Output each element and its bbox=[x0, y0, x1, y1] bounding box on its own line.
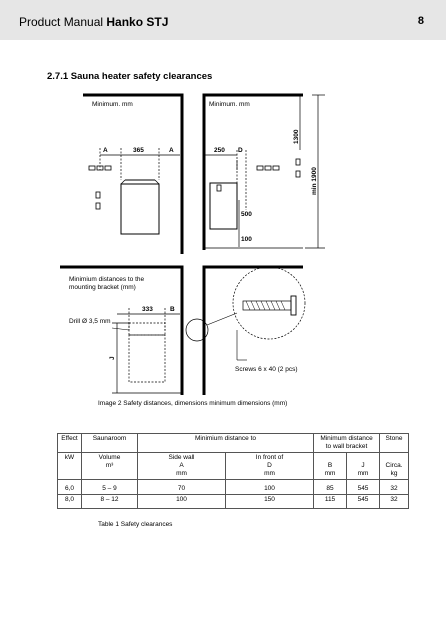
th-j: J mm bbox=[347, 453, 380, 480]
tr-dim-d: D bbox=[238, 147, 243, 154]
section-title: 2.7.1 Sauna heater safety clearances bbox=[47, 71, 213, 82]
tl-sensor-1 bbox=[89, 166, 95, 170]
br-screws-label: Screws 6 x 40 (2 pcs) bbox=[235, 366, 298, 373]
th-min-bracket: Minimum distance to wall bracket bbox=[314, 434, 380, 453]
tr-sensor-2 bbox=[265, 166, 271, 170]
table-header-row-1 bbox=[58, 434, 409, 453]
tl-wall bbox=[83, 95, 182, 254]
manual-label: Product Manual bbox=[19, 15, 104, 29]
tr-dim-1300: 1300 bbox=[293, 129, 300, 144]
bl-dim-j: J bbox=[109, 356, 116, 360]
tr-dim-min1900: min 1900 bbox=[311, 167, 318, 195]
tr-sensor-1 bbox=[257, 166, 263, 170]
safety-clearances-table bbox=[57, 433, 409, 509]
tr-sensor-5 bbox=[296, 171, 300, 177]
tl-label: Minimum. mm bbox=[92, 101, 133, 108]
table-caption: Table 1 Safety clearances bbox=[98, 521, 173, 528]
th-circa: Circa. kg bbox=[380, 453, 409, 480]
tr-dim-250: 250 bbox=[214, 147, 225, 154]
tl-dim-a-right: A bbox=[169, 147, 174, 154]
tr-sensor-4 bbox=[296, 159, 300, 165]
tr-dim-500: 500 bbox=[241, 211, 252, 218]
th-volume: Volume m³ bbox=[82, 453, 138, 480]
tr-wall bbox=[204, 95, 303, 250]
tl-heater bbox=[121, 184, 159, 234]
th-min-distance: Minimium distance to bbox=[138, 434, 314, 453]
tl-dim-a-left: A bbox=[103, 147, 108, 154]
bl-dim-b: B bbox=[170, 306, 175, 313]
bl-drill-label: Drill Ø 3,5 mm bbox=[69, 318, 111, 325]
bl-label-line1: Minimium distances to the bbox=[69, 276, 145, 283]
bl-label-line2: mounting bracket (mm) bbox=[69, 284, 136, 291]
table-header-row-2 bbox=[58, 453, 409, 480]
page-number: 8 bbox=[417, 15, 424, 27]
table-row: 8,0 8 – 12 100 150 115 545 32 bbox=[58, 495, 409, 509]
bl-bracket bbox=[129, 323, 165, 335]
tr-sensor-3 bbox=[273, 166, 279, 170]
br-zoom-circle bbox=[233, 267, 305, 339]
th-saunaroom: Saunaroom bbox=[82, 434, 138, 453]
th-b: B mm bbox=[314, 453, 347, 480]
th-kw: kW bbox=[58, 453, 82, 480]
tl-dim-365: 365 bbox=[133, 147, 144, 154]
tr-label: Minimum. mm bbox=[209, 101, 250, 108]
table-row: 6,0 5 – 9 70 100 85 545 32 bbox=[58, 480, 409, 495]
product-name: Hanko STJ bbox=[106, 15, 169, 29]
th-stone: Stone bbox=[380, 434, 409, 453]
tr-dim-100: 100 bbox=[241, 236, 252, 243]
bl-dim-333: 333 bbox=[142, 306, 153, 313]
tr-sensor-6 bbox=[217, 185, 221, 191]
bl-heater-outline bbox=[129, 335, 165, 382]
th-effect: Effect bbox=[58, 434, 82, 453]
image-caption: Image 2 Safety distances, dimensions minimum dimensions (mm) bbox=[98, 400, 288, 407]
tr-heater bbox=[210, 183, 237, 229]
br-screw bbox=[243, 301, 291, 310]
br-wall bbox=[204, 267, 303, 395]
tl-sensor-5 bbox=[96, 203, 100, 209]
th-side-wall: Side wall A mm bbox=[138, 453, 226, 480]
tl-sensor-3 bbox=[105, 166, 111, 170]
tl-sensor-4 bbox=[96, 192, 100, 198]
th-in-front: In front of D mm bbox=[226, 453, 314, 480]
